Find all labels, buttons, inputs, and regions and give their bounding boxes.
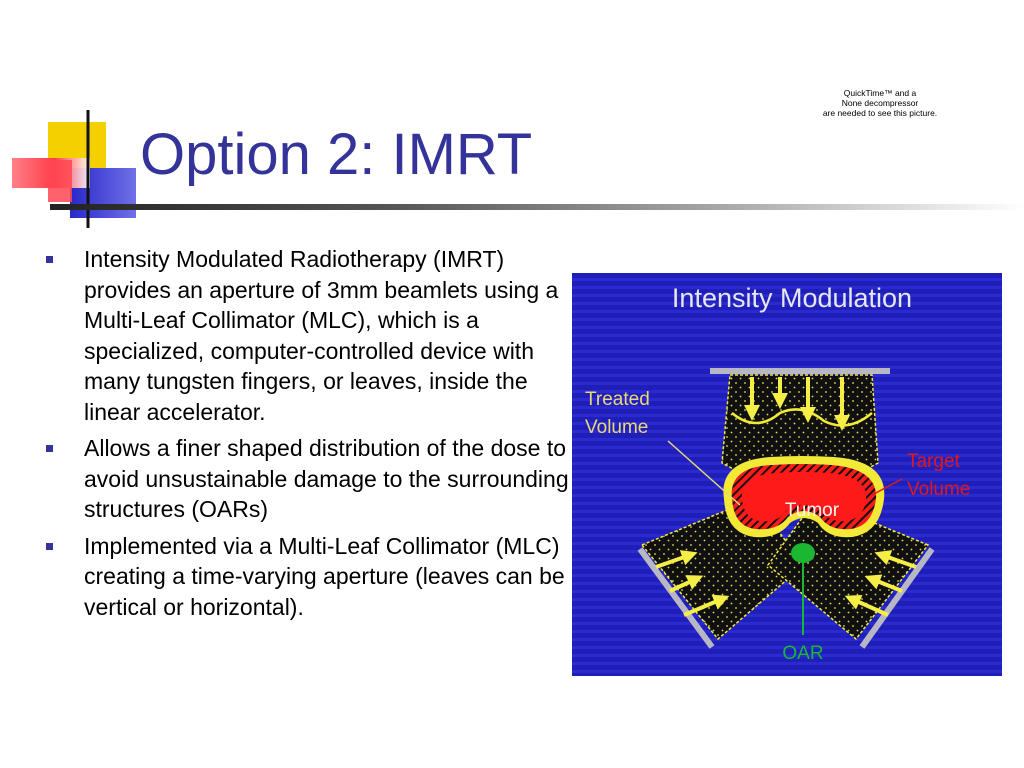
bullet-list — [46, 244, 576, 628]
bullet-text: Allows a finer shaped distribution of the dose to avoid unsustainable damage to the surrounding structures (OARs) — [84, 435, 569, 522]
title-underline — [50, 204, 1024, 210]
bullet-item — [46, 433, 576, 525]
bullet-text: Implemented via a Multi-Leaf Collimator (MLC) creating a time-varying aperture (leaves can be vertical or horizontal). — [84, 532, 565, 620]
tumor-label: Tumor — [784, 500, 840, 521]
treated-volume-label-line-2: Volume — [585, 417, 649, 438]
quicktime-notice-line-1: QuickTime™ and a — [843, 88, 917, 98]
diagram-title: Intensity Modulation — [671, 283, 913, 313]
bullet-item — [46, 244, 576, 427]
slide-title: Option 2: IMRT — [140, 122, 533, 187]
logo-red-drop — [48, 160, 72, 202]
bullet-text: Intensity Modulated Radiotherapy (IMRT) provides an aperture of 3mm beamlets using a Multi-Leaf Collimator (MLC), which is a specialized, computer-controlled device with many tungsten fingers, or leaves, inside the linear accelerator. — [84, 246, 559, 425]
quicktime-notice-line-2: None decompressor — [841, 98, 919, 108]
corner-logo — [0, 100, 150, 240]
target-volume-label-line-1: Target — [907, 451, 960, 472]
bullet-square-icon — [46, 543, 53, 550]
treated-volume-label-line-1: Treated — [585, 389, 650, 410]
bullet-item — [46, 531, 576, 623]
oar-label: OAR — [782, 643, 824, 664]
oar-region — [791, 543, 815, 563]
quicktime-notice-line-3: are needed to see this picture. — [822, 108, 938, 118]
bullet-square-icon — [46, 445, 53, 452]
bullet-square-icon — [46, 256, 53, 263]
target-volume-label-line-2: Volume — [907, 479, 971, 500]
intensity-modulation-diagram — [572, 273, 1002, 676]
quicktime-missing-notice — [790, 88, 970, 118]
